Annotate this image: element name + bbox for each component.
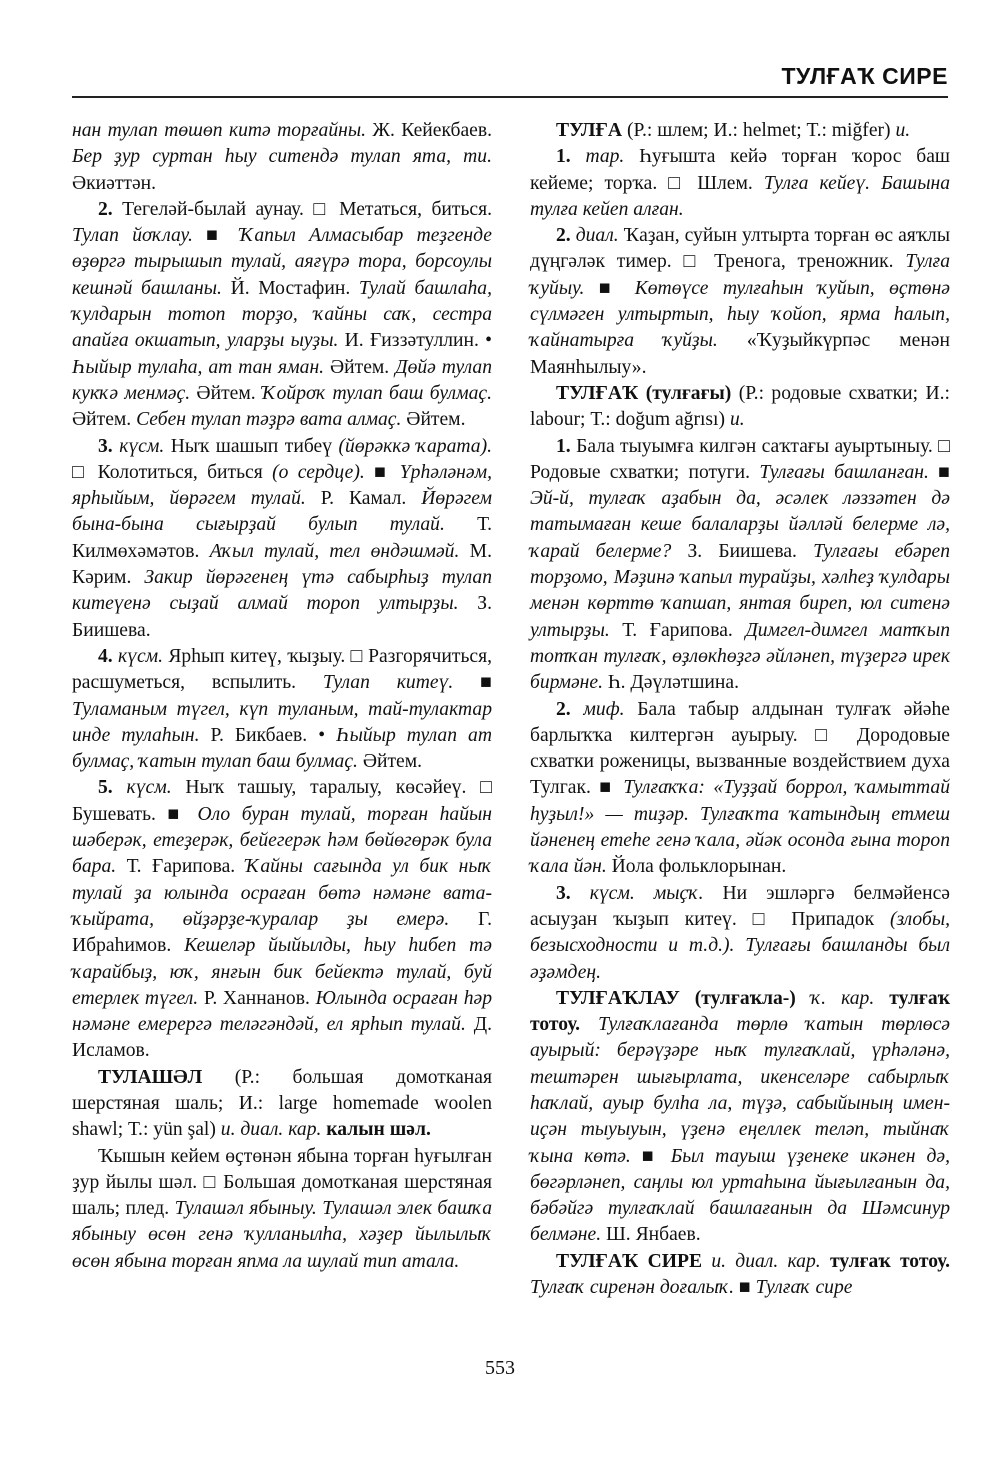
italic-text: Йөрәгем бына-бына сығырҙай булып тулай. <box>72 488 493 536</box>
italic-text: и. диал. кар. <box>711 1250 821 1272</box>
body-text <box>702 1251 711 1272</box>
right-column <box>530 118 950 1301</box>
body-text: ■ <box>734 1277 756 1299</box>
italic-text: Үрһәләнәм, ярһыйым, йөрәгем тулай. <box>72 461 492 510</box>
body-text: Р. Бикбаев. • <box>199 724 337 746</box>
body-text: ■ <box>364 461 400 483</box>
italic-text: Һыйыр тулаһа, ат тан яман. <box>72 356 325 378</box>
body-text: З. Биишева. <box>72 593 492 641</box>
body-text: Һуғышта кейә торған ҡорос баш кейеме; торҡа. □ Шлем. <box>530 146 950 194</box>
italic-text: Тулғаҡ сиренән доғалыҡ. <box>530 1277 735 1299</box>
body-text: З. Биишева. <box>671 540 814 562</box>
body-text: Г. Ибраһимов. <box>72 908 492 957</box>
body-text: Ныҡ ташыу, таралыу, көсәйеү. □ Бушевать. ■ <box>72 777 493 825</box>
body-text: (Р.: родовые схватки; И.: labour; Т.: doğum ağrısı) <box>530 382 950 431</box>
headword-text: калын шәл. <box>326 1119 431 1141</box>
dictionary-paragraph <box>72 197 492 434</box>
headword-text: ТУЛҒАҠ СИРЕ <box>556 1250 703 1272</box>
headword-text: ТУЛҒАҠ (тулғағы) <box>556 382 732 404</box>
italic-text: (йөрәккә ҡарата). <box>338 435 492 457</box>
italic-text: Тулғаҡҡа: «Туҙҙай боррол, ҡамыттай һуҙыл!» — тиҙәр. Тулғаҡта ҡатындың етмеш йәненең етеһе генә ҡала, әйәк осонда ғына тороп ҡала йән. <box>530 777 950 878</box>
dictionary-paragraph <box>530 434 950 697</box>
italic-text: күсм. <box>126 777 172 799</box>
italic-text: и. <box>895 120 911 141</box>
body-text: Т. Килмөхәмәтов. <box>72 514 492 562</box>
italic-text: Тулғаҡ сире <box>755 1277 853 1299</box>
body-text: Ни эшләргә белмәйенсә асыуҙан ҡыҙып китеү. □ Припадок <box>530 882 950 930</box>
dictionary-paragraph <box>72 1144 492 1275</box>
headword-text: 1. <box>556 435 577 457</box>
body-text: Йола фольклорынан. <box>606 856 787 878</box>
italic-text: (о сердце). <box>272 461 365 483</box>
body-text: Ныҡ шашып тибеү <box>164 435 339 457</box>
italic-text: Тулға кейеү. Башына тулға кейеп алған. <box>530 172 950 220</box>
body-text <box>874 988 889 1009</box>
dictionary-paragraph <box>530 697 950 881</box>
italic-text: Себен тулап тәҙрә вата алмаҫ. <box>136 409 402 431</box>
italic-text: Тулғағы башланған. <box>759 461 929 483</box>
left-column <box>72 118 492 1275</box>
dictionary-paragraph <box>530 1249 950 1302</box>
italic-text: тар. <box>585 146 625 168</box>
italic-text: Оло буран тулай, торған һайын шәберәк, етеҙерәк, бейегерәк һәм бөйөгөрәк була бара. <box>72 803 492 878</box>
italic-text: Дөйә тулап кукҡә менмәҫ. <box>72 356 492 404</box>
dictionary-paragraph <box>530 223 950 381</box>
italic-text: (злобы, безысходности и т.д.). Тулғағы башланды был әҙәмдең. <box>530 908 950 983</box>
body-text: ■ <box>928 461 950 483</box>
italic-text: Аҡыл тулай, тел өндәшмәй. <box>209 540 460 562</box>
italic-text: Закир йөрәгенең үтә сабырһыҙ тулап китеүенә сыҙай алмай тороп ултырҙы. <box>72 567 492 615</box>
body-text: (Р.: шлем; И.: helmet; Т.: miğfer) <box>622 120 896 141</box>
body-text: Әкиәттән. <box>72 172 157 194</box>
italic-text: и. <box>729 409 745 431</box>
running-header-title: ТУЛҒАҠ СИРЕ <box>781 63 948 89</box>
body-text <box>796 988 811 1009</box>
dictionary-paragraph <box>72 1065 492 1144</box>
italic-text: Тулап йоҡлау. <box>72 225 193 247</box>
italic-text: Тулғағы ебәреп торҙомо, Мәҙинә ҡапыл турайҙы, хәлһеҙ ҡулдары менән көрттө ҡапшап, янтая биреп, юл ситенә ултырҙы. <box>530 540 950 641</box>
italic-text: Тулай башлаһа, ҡулдарын тотоп торҙо, ҡайны саҡ, сестра апайға окшатып, уларҙы ыуҙы. <box>72 277 492 352</box>
body-text: ■ <box>453 672 492 694</box>
dictionary-paragraph <box>530 381 950 434</box>
italic-text: Һыйыр тулап ат булмаҫ, ҡатын тулап баш булмаҫ. <box>72 724 492 773</box>
italic-text: Бер ҙур суртан һыу ситендә тулап ята, ти. <box>72 146 492 168</box>
dictionary-paragraph <box>72 644 492 775</box>
italic-text: күсм. мыҫҡ. <box>589 882 704 904</box>
body-text: Й. Мостафин. <box>221 277 359 299</box>
italic-text: нан тулап төшөп китә торғайны. <box>72 120 367 141</box>
italic-text: Ҡайны сағында ул бик ныҡ тулай ҙа юлында осраған бөтә нәмәне вата-ҡыйрата, өйҙәрҙе-ҡуралар ҙы емерә. <box>72 856 492 930</box>
body-text: Бала тыуымға килгән саҡтағы ауыртыныу. □ Родовые схватки; потуги. <box>530 435 951 483</box>
italic-text: Тулашәл ябыныу. Тулашәл элек башҡа ябыныу өсөн генә ҡулланылһа, хәҙер йылылыҡ өсөн ябына торған япма ла шулай тип атала. <box>72 1198 493 1272</box>
headword-text: 3. <box>556 882 590 904</box>
body-text: Бала табыр алдынан тулғаҡ әйәһе барлыҡҡа килтергән ауырыу. □ Дородовые схватки роженицы, вызванные воздействием духа Тулгак. ■ <box>530 698 950 799</box>
body-text: Ҡаҙан, суйын ултырта торған өс аяҡлы дүңгәләк тимер. □ Тренога, треножник. <box>530 225 950 273</box>
italic-text: Эй-й, тулғаҡ аҙабын да, әсәлек ләззәтен дә татымаған кеше балаларҙы йәлләй белерме лә, ҡарай белерме? <box>530 488 950 562</box>
body-text: Һ. Дәүләтшина. <box>603 672 739 694</box>
body-text: Әйтем. <box>357 751 423 773</box>
body-text: ■ <box>630 1145 671 1167</box>
body-text: М. Кәрим. <box>72 540 492 589</box>
headword-text: 4. <box>98 645 118 667</box>
headword-text: 1. <box>556 146 586 168</box>
italic-text: Кешеләр йыйылды, һыу һибеп тә ҡарайбыҙ, юҡ, янғын бик бейектә тулай, буй етерлек түгел. <box>72 935 492 1009</box>
italic-text: Көтөүсе тулғаһын ҡуйып, өҫтөнә сүлмәген ултыртып, һыу ҡойоп, ярма һалып, ҡайнатырға ҡуйҙы. <box>530 277 950 352</box>
dictionary-paragraph <box>72 118 492 197</box>
headword-text: 2. <box>556 698 584 720</box>
body-text: Р. Камал. <box>305 488 422 510</box>
body-text <box>580 1014 598 1035</box>
body-text: Тегеләй-былай аунау. □ Метаться, биться. <box>122 198 492 220</box>
italic-text: күсм. <box>119 435 165 457</box>
headword-text: тулғаҡ тотоу. <box>530 987 950 1036</box>
italic-text: Димгел-димгел матҡып тотҡан тулғаҡ, өҙлөкһөҙгә әйләнеп, түҙергә ирек бирмәне. <box>530 619 950 694</box>
body-text: Ярһып китеү, ҡыҙыу. □ Разгорячиться, расшуметься, вспылить. <box>72 645 493 694</box>
body-text: □ Колотиться, биться <box>72 461 273 483</box>
headword-text: 3. <box>98 435 120 457</box>
headword-text: 2. <box>556 225 576 247</box>
italic-text: Тулап китеү. <box>322 672 454 694</box>
italic-text: Ҡойроҡ тулап баш булмаҫ. <box>261 382 492 404</box>
italic-text: күсм. <box>118 645 164 667</box>
body-text: Ш. Янбаев. <box>601 1224 701 1246</box>
body-text: Т. Ғарипова. <box>609 619 746 641</box>
italic-text: ҡ. кар. <box>810 987 875 1009</box>
body-text: ■ <box>584 277 635 299</box>
italic-text: Юлында осраған һәр нәмәне емерергә теләгәндәй, ел ярһып тулай. <box>72 987 492 1036</box>
italic-text: Тулға ҡуйыу. <box>530 251 950 299</box>
body-text: Әйтем. <box>401 409 466 431</box>
body-text: Әйтем. <box>324 356 396 378</box>
body-text: Ж. Кейекбаев. <box>366 120 492 141</box>
body-text: Ҡышын кейем өҫтөнән ябына торған һуғылған ҙур йылы шәл. □ Большая домотканая шерстяная шаль; плед. <box>72 1145 492 1220</box>
dictionary-paragraph <box>72 775 492 1064</box>
page-number: 553 <box>485 1357 515 1379</box>
body-text: Әйтем. <box>190 382 262 404</box>
italic-text: Ҡапыл Алмасыбар теҙгенде өҙөргә тырышып тулай, аяғүрә тора, борсоулы кешнәй башланы. <box>72 225 492 299</box>
body-text: Д. Исламов. <box>72 1014 492 1062</box>
italic-text: Туламаным түгел, күп туланым, тай-тулактар инде тулаһын. <box>72 698 492 746</box>
dictionary-paragraph <box>530 881 950 986</box>
body-text: Р. Ханнанов. <box>198 987 316 1009</box>
headword-text: ТУЛҒА <box>556 120 623 141</box>
italic-text: и. диал. кар. <box>220 1119 322 1141</box>
body-text: Т. Ғарипова. <box>116 856 246 878</box>
body-text: ■ <box>192 225 240 247</box>
italic-text: миф. <box>583 698 625 720</box>
body-text: (Р.: большая домотканая шерстяная шаль; И.: large homemade woolen shawl; Т.: yün şal) <box>72 1066 492 1141</box>
headword-text: ТУЛҒАҠЛАУ (тулғаҡла-) <box>556 987 796 1009</box>
body-text: Әйтем. <box>72 409 137 431</box>
headword-text: ТУЛАШӘЛ <box>98 1066 203 1088</box>
italic-text: диал. <box>575 225 619 247</box>
dictionary-paragraph <box>530 118 950 144</box>
running-header <box>72 60 948 98</box>
headword-text: 2. <box>98 198 123 220</box>
dictionary-paragraph <box>530 986 950 1249</box>
dictionary-paragraph <box>530 144 950 223</box>
headword-text: 5. <box>98 777 127 799</box>
body-text: И. Ғиззәтуллин. • <box>338 330 493 352</box>
headword-text: тулғаҡ тотоу. <box>829 1250 950 1272</box>
body-text <box>821 1251 830 1272</box>
dictionary-paragraph <box>72 434 492 644</box>
italic-text: Тулғаҡлағанда төрлө ҡатын төрлөсә ауырый: берәүҙәре ныҡ тулғаҡлай, үрһәләнә, тештәрен шығырлата, икенселәре сабырлыҡ һаҡлай, ауыр булһа ла, түҙә, сабыйының имен-иҫән тыуыуын, үҙенә еңеллек теләп, тыйнаҡ ҡына көтә. <box>530 1014 950 1167</box>
body-text: «Ҡуҙыйкүрпәс менән Маянһылыу». <box>530 330 950 378</box>
italic-text: Был тауыш үҙенеке икәнен дә, бөгәрләнеп, саңлы юл уртаһына йығылғанын да, бәбәйгә тулғаҡлай башлағанын да Шәмсинур белмәне. <box>530 1145 950 1246</box>
